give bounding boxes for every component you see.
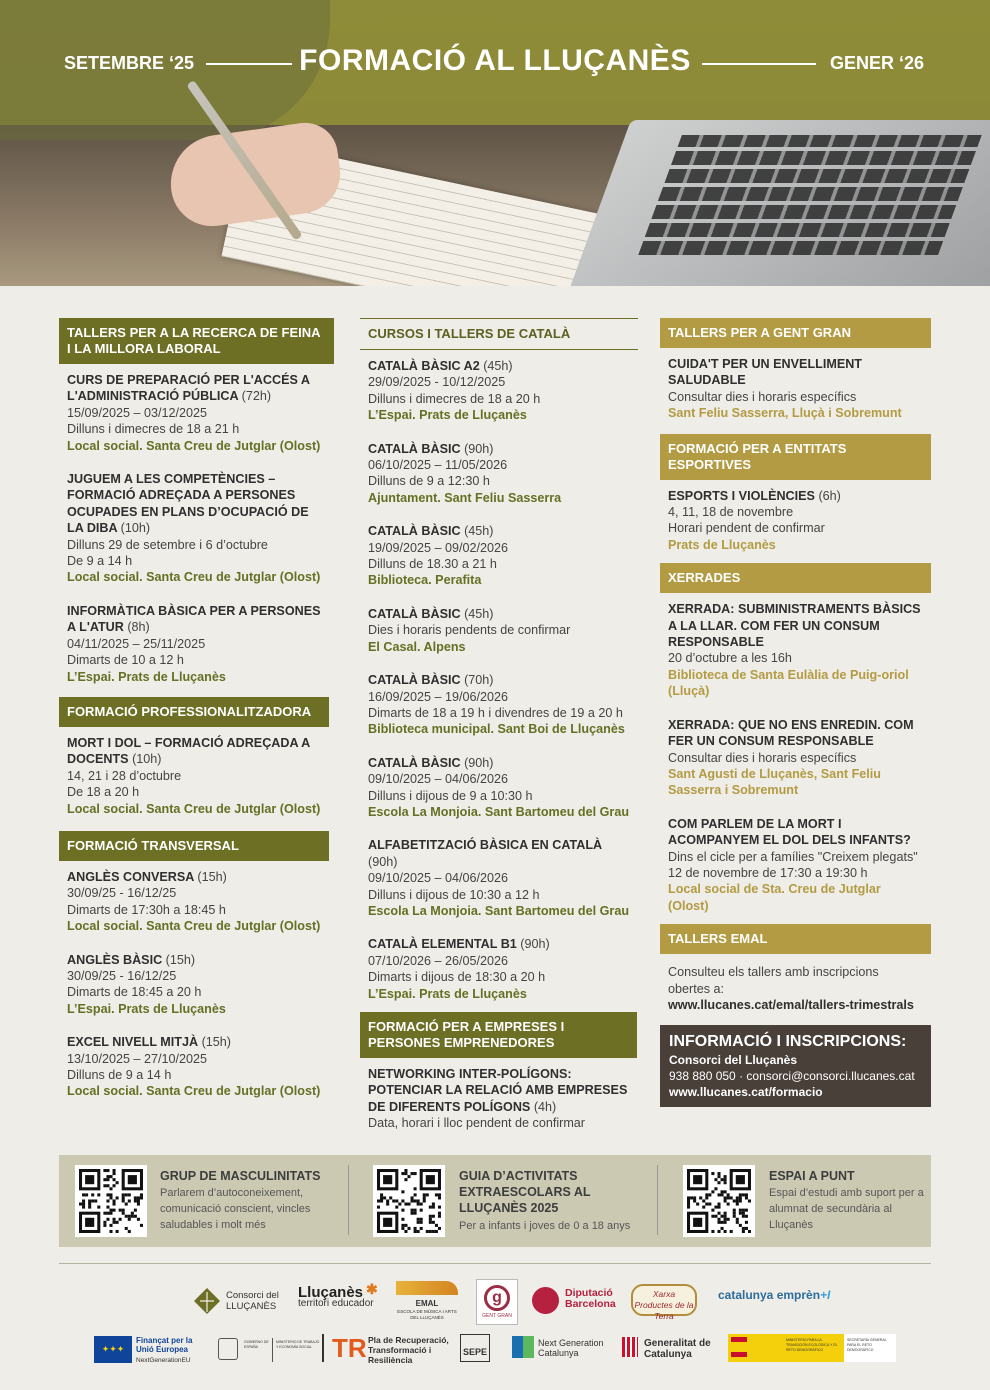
llucanes-logo: Lluçanès territori educador ✱ [298, 1281, 378, 1309]
course-hours: (10h) [132, 752, 162, 767]
course-title: CATALÀ BÀSIC A2 (45h) [368, 359, 513, 373]
course-item [660, 356, 931, 422]
course-schedule: Dimarts de 10 a 12 h [67, 653, 184, 668]
course-item [360, 358, 638, 424]
contact-phone-email[interactable]: 938 880 050 · consorci@consorci.llucanes.cat [669, 1069, 915, 1084]
qr-title: GRUP DE MASCULINITATS [160, 1169, 321, 1183]
end-date: GENER ‘26 [830, 53, 925, 73]
course-hours: (15h) [165, 952, 196, 967]
section-header: FORMACIÓ PROFESSIONALITZADORA [59, 697, 329, 727]
course-dates: Dilluns 29 de setembre i 6 d’octubre [67, 537, 268, 552]
course-item [360, 672, 638, 738]
course-title: CATALÀ BÀSIC (45h) [368, 524, 494, 539]
section-header: CURSOS I TALLERS DE CATALÀ [360, 318, 638, 350]
course-hours: (45h) [464, 606, 494, 621]
course-title: CATALÀ BÀSIC (70h) [368, 673, 494, 688]
ministerio-transicion-logo: MINISTERIO PARA LA TRANSICIÓN ECOLÓGICA Y EL RETO DEMOGRÁFICO SECRETARÍA GENERAL PARA EL RETO DEMOGRÁFICO [728, 1334, 896, 1362]
eu-flag-icon: ✦✦✦ [94, 1336, 132, 1363]
course-item [660, 717, 931, 799]
section-header: TALLERS EMAL [660, 924, 931, 954]
course-hours: (15h) [197, 869, 227, 884]
course-schedule: Dilluns i dimecres de 18 a 20 h [368, 391, 541, 406]
course-item [360, 755, 638, 821]
star-icon: ✱ [366, 1281, 378, 1297]
course-dates: Dies i horaris pendents de confirmar [368, 623, 571, 638]
qr-description: Espai d’estudi amb suport per a alumnat de secundària al Lluçanès [769, 1187, 924, 1231]
qr-title: ESPAI A PUNT [769, 1169, 855, 1183]
contact-box [660, 1025, 931, 1107]
course-dates: 13/10/2025 – 27/10/2025 [67, 1051, 208, 1066]
emprenc-logo: catalunya emprèn+I [718, 1288, 831, 1302]
course-hours: (6h) [818, 488, 841, 503]
course-dates: 16/09/2025 – 19/06/2026 [368, 689, 509, 704]
qr-strip [59, 1155, 931, 1247]
course-schedule: Dilluns de 9 a 12:30 h [368, 474, 490, 489]
course-location: Prats de Lluçanès [668, 537, 776, 552]
course-item [59, 869, 334, 935]
column-2 [360, 318, 638, 1132]
contact-org: Consorci del Lluçanès [669, 1053, 798, 1068]
section-header: FORMACIÓ PER A ENTITATS ESPORTIVES [660, 434, 931, 480]
qr-code[interactable] [75, 1165, 147, 1237]
leaf-icon [192, 1286, 222, 1316]
course-location: Biblioteca. Perafita [368, 573, 482, 588]
course-title: INFORMÀTICA BÀSICA PER A PERSONES A L'ATUR (8h) [67, 603, 321, 635]
course-location: Biblioteca municipal. Sant Boi de Lluçanès [368, 722, 625, 737]
course-location: Escola La Monjoia. Sant Bartomeu del Grau [368, 903, 630, 918]
course-hours: (70h) [464, 673, 494, 688]
course-hours: (90h) [520, 937, 550, 952]
course-schedule: Dilluns i dimecres de 18 a 21 h [67, 422, 240, 437]
course-item [59, 603, 334, 685]
course-location: Local social de Sta. Creu de Jutglar (Olost) [668, 882, 881, 913]
course-title: CURS DE PREPARACIÓ PER L'ACCÉS A L'ADMINISTRACIÓ PÚBLICA (72h) [67, 373, 310, 404]
course-title: JUGUEM A LES COMPETÈNCIES – FORMACIÓ ADREÇADA A PERSONES OCUPADES EN PLANS D’OCUPACIÓ DE LA DIBA (10h) [67, 472, 309, 536]
page-title: FORMACIÓ AL LLUÇANÈS [299, 44, 691, 77]
course-schedule: 12 de novembre de 17:30 a 19:30 h [668, 865, 868, 880]
course-title: EXCEL NIVELL MITJÀ (15h) [67, 1035, 231, 1050]
course-title: ESPORTS I VIOLÈNCIES (6h) [668, 488, 841, 503]
course-location: L’Espai. Prats de Lluçanès [67, 669, 226, 684]
course-location: Ajuntament. Sant Feliu Sasserra [368, 490, 562, 505]
qr-description: Per a infants i joves de 0 a 18 anys [459, 1220, 631, 1232]
course-dates: 09/10/2025 – 04/06/2026 [368, 772, 509, 787]
course-location: Biblioteca de Santa Eulàlia de Puig-oriol (Lluçà) [668, 667, 909, 699]
course-location: L’Espai. Prats de Lluçanès [368, 408, 527, 423]
course-dates: Data, horari i lloc pendent de confirmar [368, 1116, 586, 1131]
course-dates: Dins el cicle per a famílies "Creixem plegats" [668, 849, 918, 864]
course-location: Local social. Santa Creu de Jutglar (Olost) [67, 438, 321, 453]
course-item [59, 1034, 334, 1100]
course-item [360, 606, 638, 655]
course-schedule: Dimarts i dijous de 18:30 a 20 h [368, 970, 546, 985]
qr-description: Parlarem d’autoconeixement, comunicació conscient, vincles saludables i molt més [160, 1187, 311, 1231]
course-dates: 4, 11, 18 de novembre [668, 505, 794, 520]
course-title: MORT I DOL – FORMACIÓ ADREÇADA A DOCENTS (10h) [67, 735, 310, 767]
course-title: ANGLÈS CONVERSA (15h) [67, 869, 227, 884]
course-dates: Consultar dies i horaris específics [668, 750, 857, 765]
qr-title: GUIA D’ACTIVITATS EXTRAESCOLARS AL LLUÇANÈS 2025 [459, 1169, 591, 1215]
course-schedule: Horari pendent de confirmar [668, 521, 825, 536]
course-hours: (15h) [201, 1035, 231, 1050]
course-schedule: Dilluns i dijous de 9 a 10:30 h [368, 788, 533, 803]
qr-code[interactable] [683, 1165, 755, 1237]
course-title: ANGLÈS BÀSIC (15h) [67, 952, 196, 967]
course-item [660, 601, 931, 699]
course-title: NETWORKING INTER-POLÍGONS: POTENCIAR LA RELACIÓ AMB EMPRESES DE DIFERENTS POLÍGONS (4h) [368, 1067, 628, 1114]
course-item [59, 372, 334, 454]
course-dates: 14, 21 i 28 d’octubre [67, 768, 182, 783]
hero-image [0, 0, 990, 286]
course-schedule: De 9 a 14 h [67, 554, 133, 569]
section-header: TALLERS PER A GENT GRAN [660, 318, 931, 348]
course-hours: (4h) [533, 1099, 557, 1114]
course-schedule: Dilluns i dijous de 10:30 a 12 h [368, 887, 540, 902]
course-dates: 15/09/2025 – 03/12/2025 [67, 405, 208, 420]
gent-gran-logo: g GENT GRAN [476, 1279, 518, 1325]
coat-of-arms-icon [218, 1338, 238, 1360]
section-header: FORMACIÓ TRANSVERSAL [59, 831, 329, 861]
course-dates: 29/09/2025 - 10/12/2025 [368, 375, 506, 390]
course-location: Local social. Santa Creu de Jutglar (Olost) [67, 801, 321, 816]
course-hours: (45h) [483, 359, 513, 373]
course-schedule: Dilluns de 9 a 14 h [67, 1068, 172, 1082]
course-location: Local social. Santa Creu de Jutglar (Olost) [67, 1084, 321, 1099]
course-hours: (90h) [464, 441, 494, 456]
course-title: CATALÀ BÀSIC (90h) [368, 441, 494, 456]
course-dates: 30/09/25 - 16/12/25 [67, 968, 177, 983]
section-header: TALLERS PER A LA RECERCA DE FEINA I LA MILLORA LABORAL [59, 318, 334, 364]
course-title: CATALÀ ELEMENTAL B1 (90h) [368, 937, 550, 952]
course-location: El Casal. Alpens [368, 639, 466, 654]
course-item [59, 471, 334, 586]
column-3 [660, 318, 931, 1107]
course-location: Escola La Monjoia. Sant Bartomeu del Grau [368, 804, 630, 819]
course-hours: (45h) [464, 524, 494, 539]
divider [59, 1263, 931, 1264]
course-item [360, 523, 638, 589]
course-item [360, 936, 638, 1002]
course-hours: (72h) [241, 389, 272, 404]
course-dates: 20 d’octubre a les 16h [668, 651, 792, 666]
start-date: SETEMBRE ‘25 [64, 53, 195, 73]
course-dates: 07/10/2026 – 26/05/2026 [368, 953, 509, 968]
course-dates: Consultar dies i horaris específics [668, 389, 857, 404]
course-dates: 09/10/2025 – 04/06/2026 [368, 871, 509, 886]
course-location: Sant Feliu Sasserra, Lluçà i Sobremunt [668, 406, 902, 421]
course-hours: (90h) [464, 755, 494, 770]
course-item [59, 952, 334, 1018]
contact-title: INFORMACIÓ I INSCRIPCIONS: [669, 1033, 907, 1051]
course-location: L’Espai. Prats de Lluçanès [368, 986, 527, 1001]
course-title: CATALÀ BÀSIC (90h) [368, 755, 494, 770]
course-dates: 19/09/2025 – 09/02/2026 [368, 540, 509, 555]
course-title: XERRADA: QUE NO ENS ENREDIN. COM FER UN CONSUM RESPONSABLE [668, 717, 914, 749]
course-hours: (8h) [127, 620, 150, 635]
course-schedule: Dimarts de 18:45 a 20 h [67, 985, 202, 1000]
contact-web-link[interactable]: www.llucanes.cat/formacio [669, 1085, 823, 1100]
course-location: Local social. Santa Creu de Jutglar (Olost) [67, 919, 321, 934]
course-schedule: Dimarts de 18 a 19 h i divendres de 19 a 20 h [368, 705, 623, 720]
divider-line [702, 63, 816, 65]
course-title: CATALÀ BÀSIC (45h) [368, 606, 494, 621]
course-dates: 06/10/2025 – 11/05/2026 [368, 458, 508, 473]
course-dates: 30/09/25 - 16/12/25 [67, 886, 177, 901]
emal-logo: EMAL ESCOLA DE MÚSICA I ARTS DEL LLUÇANÈS [396, 1281, 458, 1321]
xarxa-logo: Xarxa Productes de la Terra [631, 1284, 697, 1316]
section-header: FORMACIÓ PER A EMPRESES I PERSONES EMPRENEDORES [360, 1012, 637, 1058]
course-schedule: Dimarts de 17:30h a 18:45 h [67, 902, 226, 917]
course-item [360, 837, 638, 919]
emal-info: Consulteu els tallers amb inscripcions obertes a: www.llucanes.cat/emal/tallers-trimestrals [660, 964, 931, 1013]
course-hours: (10h) [120, 521, 151, 536]
course-schedule: Dilluns de 18.30 a 21 h [368, 557, 497, 572]
course-item [360, 1066, 638, 1132]
course-item [660, 488, 931, 554]
course-title: ALFABETITZACIÓ BÀSICA EN CATALÀ (90h) [368, 838, 603, 869]
course-hours: (90h) [368, 854, 398, 869]
course-location: Local social. Santa Creu de Jutglar (Olost) [67, 570, 321, 585]
course-location: Sant Agusti de Lluçanès, Sant Feliu Sasserra i Sobremunt [668, 766, 881, 798]
qr-code[interactable] [373, 1165, 445, 1237]
course-title: XERRADA: SUBMINISTRAMENTS BÀSICS A LA LLAR. COM FER UN CONSUM RESPONSABLE [668, 602, 921, 650]
emal-link[interactable]: www.llucanes.cat/emal/tallers-trimestrals [668, 997, 914, 1012]
course-schedule: De 18 a 20 h [67, 785, 140, 800]
column-1 [59, 318, 334, 1100]
course-location: L’Espai. Prats de Lluçanès [67, 1001, 226, 1016]
section-header: XERRADES [660, 563, 931, 593]
course-item [360, 441, 638, 507]
course-item [59, 735, 334, 817]
keyboard-illustration [638, 135, 982, 255]
sepe-logo: SEPE [460, 1334, 490, 1362]
course-title: COM PARLEM DE LA MORT I ACOMPANYEM EL DOL DELS INFANTS? [668, 816, 911, 848]
course-item [660, 816, 931, 914]
course-dates: 04/11/2025 – 25/11/2025 [67, 636, 206, 651]
course-title: CUIDA'T PER UN ENVELLIMENT SALUDABLE [668, 357, 863, 388]
